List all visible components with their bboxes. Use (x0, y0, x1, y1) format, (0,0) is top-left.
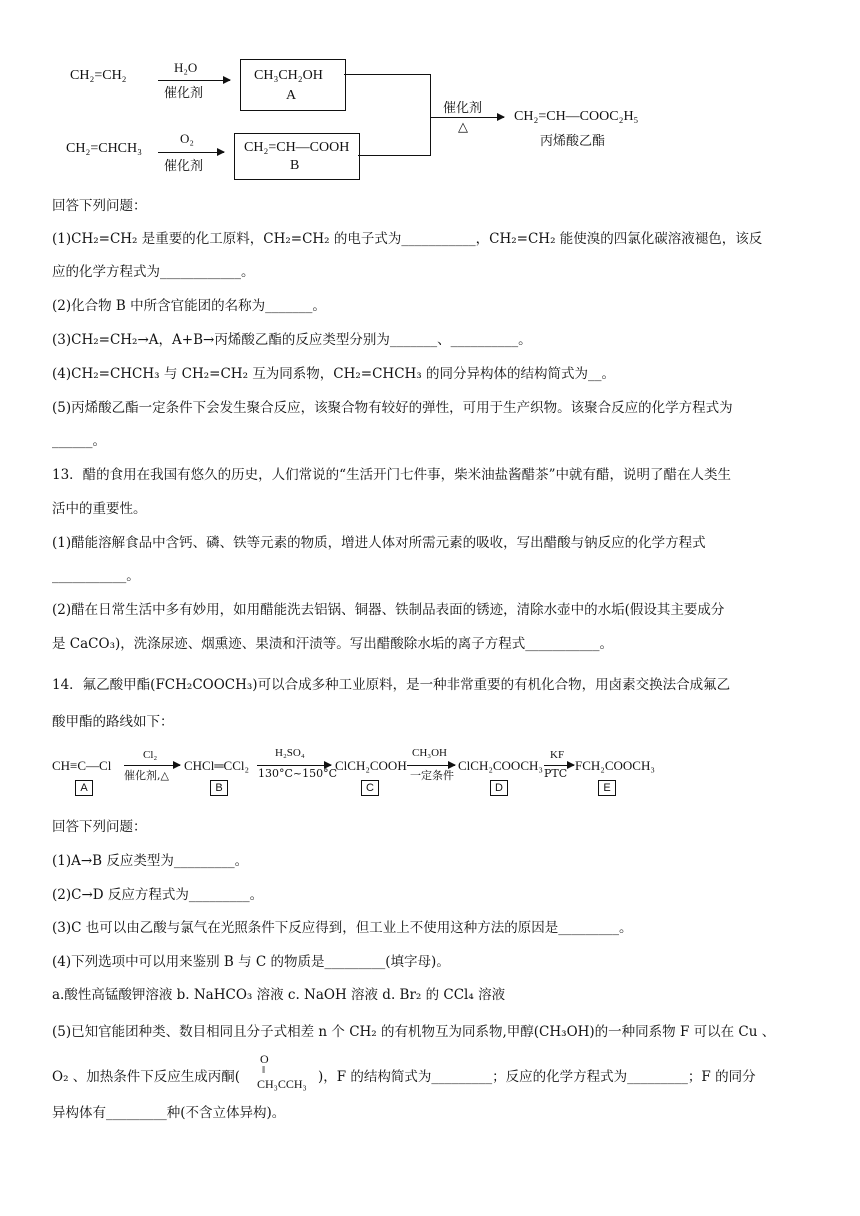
label-d-box: D (490, 780, 508, 796)
q13-part2-line2: 是 CaCO₃)，洗涤尿迹、烟熏迹、果渍和汗渍等。写出醋酸除水垢的离子方程式___________。 (52, 636, 613, 652)
step1-condition: 催化剂,△ (124, 769, 169, 782)
q14-stem-line2: 酸甲酯的路线如下： (52, 714, 174, 730)
compound-a-label: A (286, 88, 297, 103)
q14-part1: (1)A→B 反应类型为_________。 (52, 853, 249, 869)
compound-b-box (234, 133, 360, 180)
compound-d-formula: ClCH₂COOCH₃ (458, 758, 543, 773)
step4-reagent: KF (550, 749, 565, 761)
compound-c-formula: ClCH₂COOH (335, 758, 407, 773)
compound-a-formula: CH≡C—Cl (52, 758, 112, 773)
compound-b-label: B (290, 158, 300, 173)
step2-reagent: H₂SO₄ (275, 747, 305, 759)
acetone-formula: CH₃CCH₃ (257, 1077, 307, 1091)
q14-stem-line1: 14．氟乙酸甲酯(FCH₂COOCH₃)可以合成多种工业原料，是一种非常重要的有机化合物，用卤素交换法合成氟乙 (52, 677, 731, 693)
q12-intro: 回答下列问题： (52, 198, 147, 214)
reaction-arrow (257, 765, 331, 766)
q12-part1-line2: 应的化学方程式为____________。 (52, 264, 255, 280)
product-name: 丙烯酸乙酯 (540, 134, 606, 149)
q14-part5-line1: (5)已知官能团种类、数目相同且分子式相差 n 个 CH₂ 的有机物互为同系物,甲醇(CH₃OH)的一种同系物 F 可以在 Cu 、 (52, 1024, 776, 1040)
label-b-box: B (210, 780, 228, 796)
q13-stem-line2: 活中的重要性。 (52, 501, 147, 517)
arrow2-reagent: O₂ (180, 131, 194, 146)
label-e-box: E (598, 780, 616, 796)
q14-options: a.酸性高锰酸钾溶液 b. NaHCO₃ 溶液 c. NaOH 溶液 d. Br₂ 的 CCl₄ 溶液 (52, 987, 506, 1003)
connector-line (430, 74, 431, 156)
q13-part1-line2: ___________。 (52, 568, 140, 584)
q12-part3: (3)CH₂=CH₂→A，A+B→丙烯酸乙酯的反应类型分别为_______、__________。 (52, 332, 532, 348)
q12-part1-line1: (1)CH₂=CH₂ 是重要的化工原料，CH₂=CH₂ 的电子式为___________，CH₂=CH₂ 能使溴的四氯化碳溶液褪色，该反 (52, 231, 763, 247)
acetone-oxygen: O (260, 1052, 269, 1066)
q13-part1-line1: (1)醋能溶解食品中含钙、磷、铁等元素的物质，增进人体对所需元素的吸收，写出醋酸与钠反应的化学方程式 (52, 535, 706, 551)
q14-part3: (3)C 也可以由乙酸与氯气在光照条件下反应得到，但工业上不使用这种方法的原因是_________。 (52, 920, 633, 936)
arrow1-reagent: H₂O (174, 60, 198, 75)
step4-condition: PTC (544, 767, 568, 780)
q14-part5-line2-end: )，F 的结构简式为_________；反应的化学方程式为_________；F 的同分 (318, 1069, 756, 1085)
step1-reagent: Cl₂ (143, 749, 158, 761)
compound-a-formula: CH₃CH₂OH (254, 68, 323, 83)
connector-line (344, 74, 430, 75)
reaction-arrow (407, 765, 455, 766)
reaction-arrow (544, 765, 574, 766)
compound-e-formula: FCH₂COOCH₃ (575, 758, 655, 773)
step3-reagent: CH₃OH (412, 747, 448, 759)
step2-condition: 130°C~150°C (258, 767, 338, 780)
compound-b-formula: CHCl═CCl₂ (184, 758, 250, 773)
q12-part2: (2)化合物 B 中所含官能团的名称为_______。 (52, 298, 326, 314)
q12-part5-line2: ______。 (52, 433, 106, 449)
reactant-propylene: CH₂=CHCH₃ (66, 141, 143, 156)
label-c-box: C (361, 780, 379, 796)
reaction-arrow (124, 765, 180, 766)
reaction-arrow (158, 152, 224, 153)
acetone-double-bond: ‖ (262, 1064, 266, 1076)
connector-line (358, 155, 430, 156)
arrow1-condition: 催化剂 (164, 86, 204, 101)
q14-part5-line3: 异构体有_________种(不含立体异构)。 (52, 1105, 286, 1121)
q14-part2: (2)C→D 反应方程式为_________。 (52, 887, 264, 903)
arrow3-heat: △ (458, 120, 468, 135)
q14-intro: 回答下列问题： (52, 819, 147, 835)
arrow2-condition: 催化剂 (164, 159, 204, 174)
label-a-box: A (75, 780, 93, 796)
q14-part5-line2-start: O₂ 、加热条件下反应生成丙酮( (52, 1069, 241, 1085)
q12-part4: (4)CH₂=CHCH₃ 与 CH₂=CH₂ 互为同系物，CH₂=CHCH₃ 的同分异构体的结构简式为__。 (52, 366, 616, 382)
q12-part5-line1: (5)丙烯酸乙酯一定条件下会发生聚合反应，该聚合物有较好的弹性，可用于生产织物。该聚合反应的化学方程式为 (52, 400, 733, 416)
compound-a-box (240, 59, 346, 111)
compound-b-formula: CH₂=CH—COOH (244, 140, 350, 155)
reaction-arrow (158, 80, 230, 81)
step3-condition: 一定条件 (410, 769, 454, 782)
q13-stem-line1: 13．醋的食用在我国有悠久的历史，人们常说的“生活开门七件事，柴米油盐酱醋茶”中就有醋，说明了醋在人类生 (52, 467, 731, 483)
q13-part2-line1: (2)醋在日常生活中多有妙用，如用醋能洗去铝锅、铜器、铁制品表面的锈迹，清除水壶中的水垢(假设其主要成分 (52, 602, 725, 618)
q14-part4: (4)下列选项中可以用来鉴别 B 与 C 的物质是_________(填字母)。 (52, 954, 450, 970)
arrow3-catalyst: 催化剂 (443, 101, 483, 116)
reaction-arrow (430, 117, 504, 118)
product-formula: CH₂=CH—COOC₂H₅ (514, 109, 639, 124)
reactant-ethylene: CH₂=CH₂ (70, 68, 127, 83)
